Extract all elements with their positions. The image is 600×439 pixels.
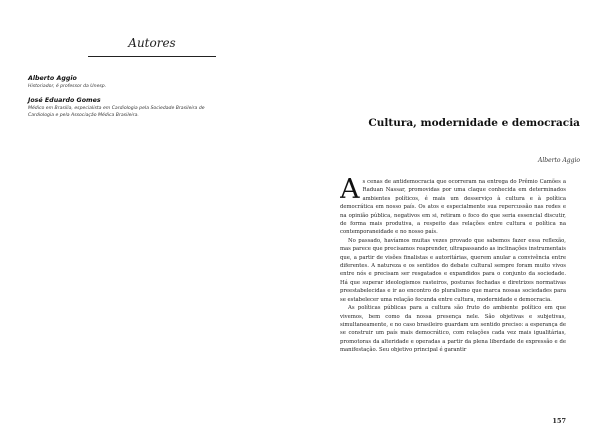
author-name: José Eduardo Gomes <box>28 97 101 104</box>
title-rule <box>88 56 216 57</box>
drop-cap: A <box>340 178 360 205</box>
paragraph: No passado, havíamos muitas vezes provado que sabemos fazer essa reflexão, mas parece que precisamos reaprender, ultrapassando as inclinações instrumentais que, a partir de visões finalistas e autoritárias, querem anular a convivência entre diferentes. A natureza e os sentidos do debate cultural sempre foram muito vivos entre nós e precisam ser resgatados e expandidos para o conjunto da sociedade. Há que superar ideologismos rasteiros, posturas fechadas e diretrizes normativas preestabelecidas e ir ao encontro do pluralismo que marca nossas sociedades para se estabelecer uma relação fecunda entre cultura, modernidade e democracia. <box>340 237 566 303</box>
article-body <box>340 178 566 410</box>
author-description: Cardiologia e pela Associação Médica Brasileira. <box>28 113 139 118</box>
author-name: Alberto Aggio <box>28 75 77 82</box>
paragraph: As políticas públicas para a cultura são fruto do ambiente político em que vivemos, bem como da nossa presença nele. São objetivas e subjetivas, simultaneamente, e no caso brasileiro guardam um sentido preciso: a esperança de se construir um país mais democrático, com relações cada vez mais igualitárias, promotoras da alteridade e operadas a partir da plena liberdade de expressão e de manifestação. Seu objetivo principal é garantir <box>340 305 566 354</box>
byline: Alberto Aggio <box>538 157 580 164</box>
chapter-title: Cultura, modernidade e democracia <box>368 117 580 129</box>
paragraph <box>340 178 566 237</box>
author-entry <box>28 97 278 119</box>
paragraph-text: s cenas de antidemocracia que ocorreram na entrega do Prêmio Camões a Raduan Nassar, promovidas por uma claque conhecida em determinados ambientes políticos, é mais um desserviço à cultura e à política democrática em nosso país. Os atos e especialmente sua repercussão nas redes e na opinião pública, negativos em si, retiram o foco do que seria essencial discutir, de forma mais produtiva, a respeito das relações entre cultura e política na contemporaneidade e no nosso país. <box>340 179 566 236</box>
author-entry <box>28 75 278 90</box>
right-page <box>300 0 600 439</box>
page-number: 157 <box>552 417 566 425</box>
author-description: Médico em Brasília, especialista em Cardiologia pela Sociedade Brasileira de <box>28 106 205 111</box>
section-title: Autores <box>128 36 176 50</box>
author-description: Historiador, é professor da Unesp. <box>28 84 107 89</box>
